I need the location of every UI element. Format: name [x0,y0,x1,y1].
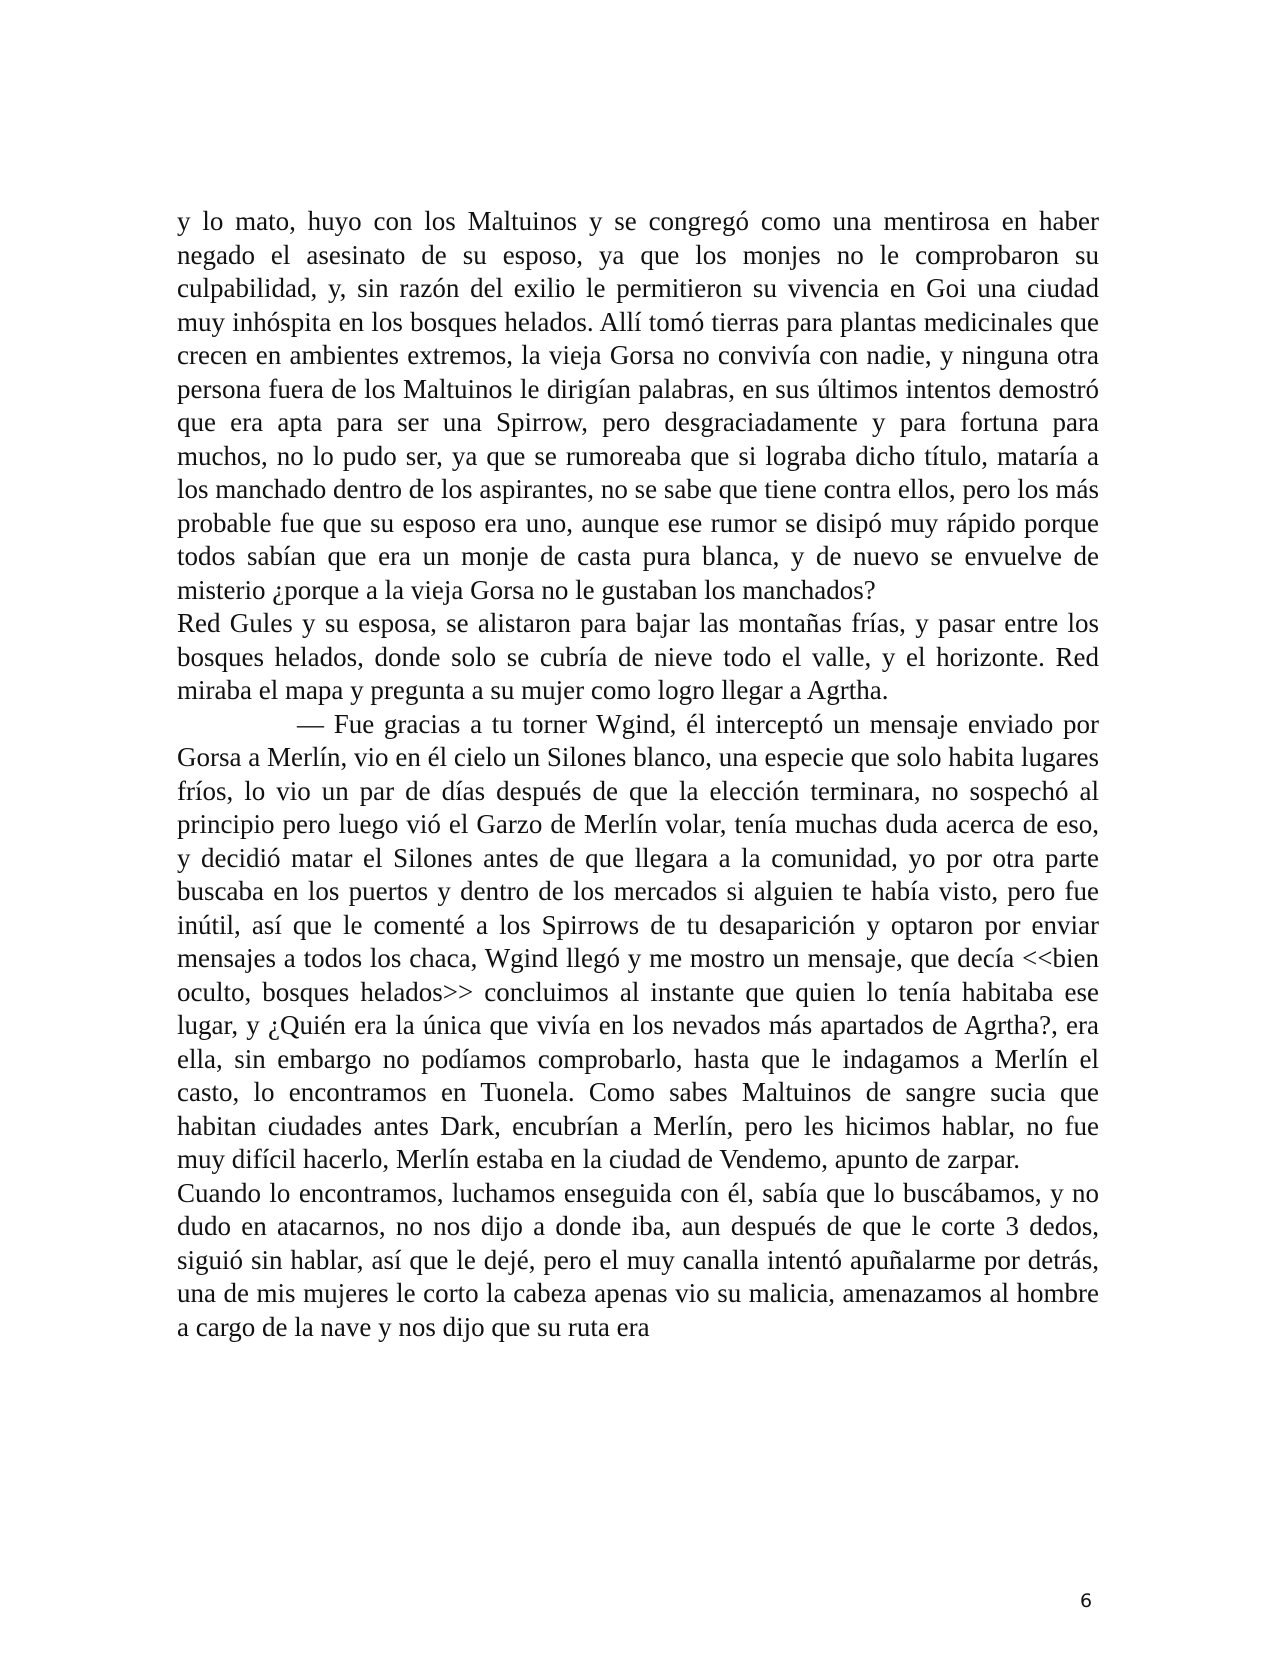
page-number: 6 [1080,1590,1093,1612]
paragraph: Cuando lo encontramos, luchamos enseguida con él, sabía que lo buscábamos, y no dudo en atacarnos, no nos dijo a donde iba, aun después de que le corte 3 dedos, siguió sin hablar, así que le dejé, pero el muy canalla intentó apuñalarme por detrás, una de mis mujeres le corto la cabeza apenas vio su malicia, amenazamos al hombre a cargo de la nave y nos dijo que su ruta era [177,1177,1099,1342]
page-body [177,205,1099,1344]
paragraph: y lo mato, huyo con los Maltuinos y se congregó como una mentirosa en haber negado el asesinato de su esposo, ya que los monjes no le comprobaron su culpabilidad, y, sin razón del exilio le permitieron su vivencia en Goi una ciudad muy inhóspita en los bosques helados. Allí tomó tierras para plantas medicinales que crecen en ambientes extremos, la vieja Gorsa no convivía con nadie, y ninguna otra persona fuera de los Maltuinos le dirigían palabras, en sus últimos intentos demostró que era apta para ser una Spirrow, pero desgraciadamente y para fortuna para muchos, no lo pudo ser, ya que se rumoreaba que si lograba dicho título, mataría a los manchado dentro de los aspirantes, no se sabe que tiene contra ellos, pero los más probable fue que su esposo era uno, aunque ese rumor se disipó muy rápido porque todos sabían que era un monje de casta pura blanca, y de nuevo se envuelve de misterio ¿porque a la vieja Gorsa no le gustaban los manchados? [177,206,1099,605]
paragraph: — Fue gracias a tu torner Wgind, él interceptó un mensaje enviado por Gorsa a Merlín, vio en él cielo un Silones blanco, una especie que solo habita lugares fríos, lo vio un par de días después de que la elección terminara, no sospechó al principio pero luego vió el Garzo de Merlín volar, tenía muchas duda acerca de eso, y decidió matar el Silones antes de que llegara a la comunidad, yo por otra parte buscaba en los puertos y dentro de los mercados si alguien te había visto, pero fue inútil, así que le comenté a los Spirrows de tu desaparición y optaron por enviar mensajes a todos los chaca, Wgind llegó y me mostro un mensaje, que decía <<bien oculto, bosques helados>> concluimos al instante que quien lo tenía habitaba ese lugar, y ¿Quién era la única que vivía en los nevados más apartados de Agrtha?, era ella, sin embargo no podíamos comprobarlo, hasta que le indagamos a Merlín el casto, lo encontramos en Tuonela. Como sabes Maltuinos de sangre sucia que habitan ciudades antes Dark, encubrían a Merlín, pero les hicimos hablar, no fue muy difícil hacerlo, Merlín estaba en la ciudad de Vendemo, apunto de zarpar. [177,708,1099,1174]
paragraph: Red Gules y su esposa, se alistaron para bajar las montañas frías, y pasar entre los bosques helados, donde solo se cubría de nieve todo el valle, y el horizonte. Red miraba el mapa y pregunta a su mujer como logro llegar a Agrtha. [177,608,1099,705]
